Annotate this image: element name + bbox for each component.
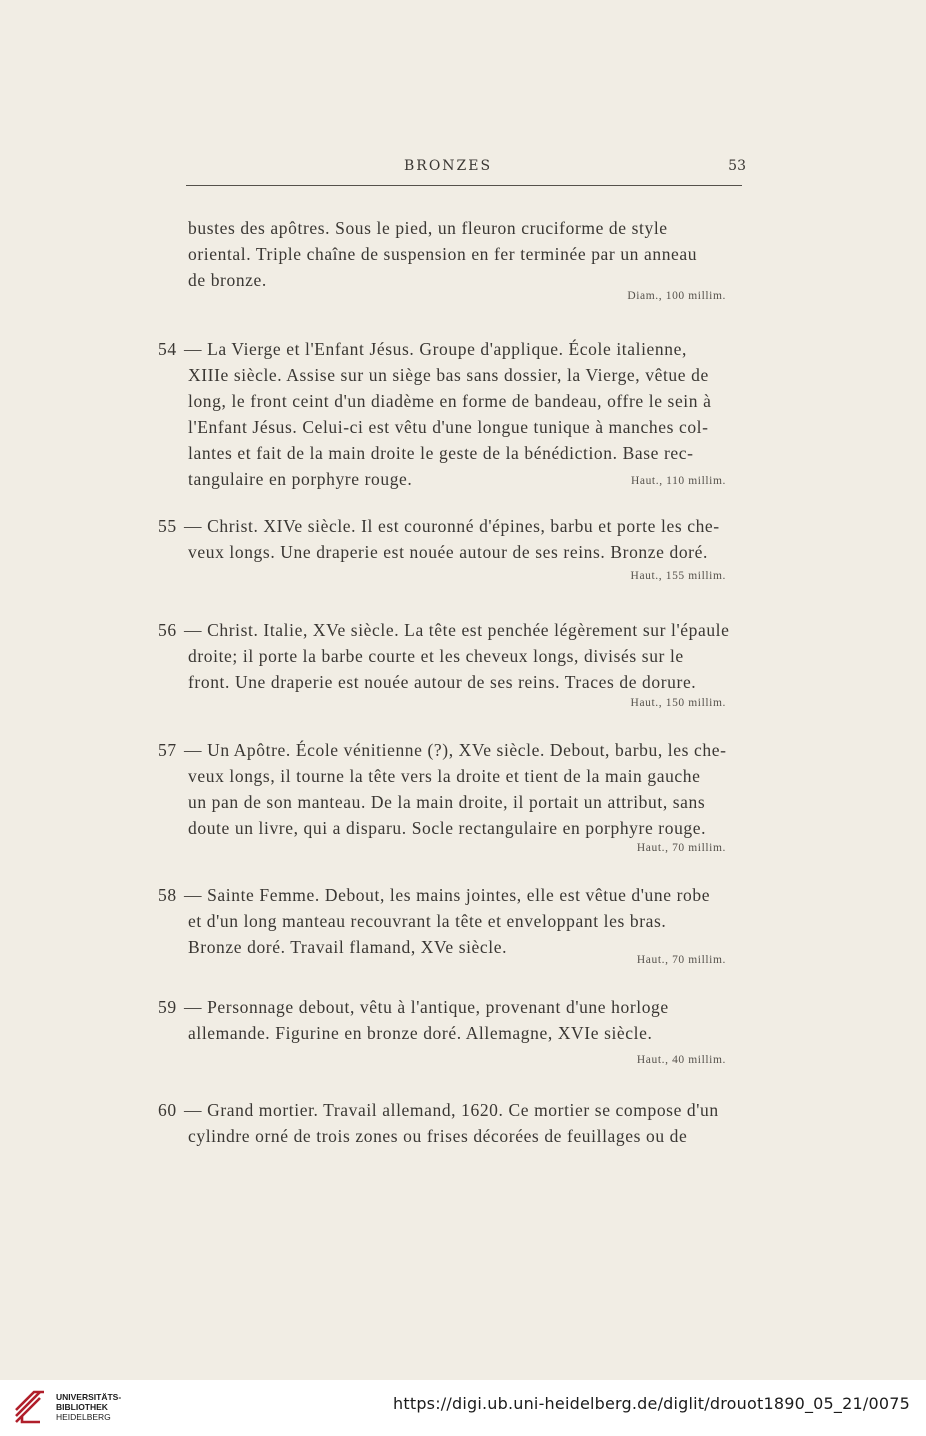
entry-line: lantes et fait de la main droite le geste de la bénédiction. Base rec-	[188, 443, 694, 463]
entry-number: 56	[158, 620, 177, 640]
entry-line: veux longs. Une draperie est nouée autour de ses reins. Bronze doré.	[188, 542, 708, 562]
entry-line: l'Enfant Jésus. Celui-ci est vêtu d'une longue tunique à manches col-	[188, 417, 709, 437]
source-url-link[interactable]: https://digi.ub.uni-heidelberg.de/diglit/drouot1890_05_21/0075	[393, 1394, 910, 1413]
entry-number: 57	[158, 740, 177, 760]
page-title: BRONZES	[404, 158, 493, 174]
entry-line: long, le front ceint d'un diadème en forme de bandeau, offre le sein à	[188, 391, 712, 411]
entry-number: 55	[158, 516, 177, 536]
entry-line: — Christ. XIVe siècle. Il est couronné d'épines, barbu et porte les che-	[184, 516, 720, 536]
entry-line: et d'un long manteau recouvrant la tête et enveloppant les bras.	[188, 911, 667, 931]
catalog-entry-58	[158, 882, 750, 960]
digitization-footer	[0, 1380, 926, 1436]
entry-measure: Haut., 40 millim.	[636, 1054, 726, 1066]
entry-measure: Haut., 70 millim.	[636, 954, 726, 966]
entry-line: tangulaire en porphyre rouge.	[188, 469, 413, 489]
entry-measure: Haut., 70 millim.	[636, 842, 726, 854]
entry-line: allemande. Figurine en bronze doré. Allemagne, XVIe siècle.	[188, 1023, 653, 1043]
entry-line: — Grand mortier. Travail allemand, 1620. Ce mortier se compose d'un	[184, 1100, 719, 1120]
catalog-entry-55	[158, 513, 750, 565]
entry-number: 60	[158, 1100, 177, 1120]
header-rule	[186, 185, 742, 186]
entry-continuation	[188, 215, 750, 293]
entry-line: — Un Apôtre. École vénitienne (?), XVe siècle. Debout, barbu, les che-	[184, 740, 727, 760]
library-logo-icon	[10, 1386, 50, 1426]
entry-line: cylindre orné de trois zones ou frises décorées de feuillages ou de	[188, 1126, 688, 1146]
catalog-entry-57	[158, 737, 750, 841]
entry-number: 54	[158, 339, 177, 359]
entry-line: un pan de son manteau. De la main droite, il portait un attribut, sans	[188, 792, 706, 812]
entry-line: — Personnage debout, vêtu à l'antique, provenant d'une horloge	[184, 997, 669, 1017]
library-line: HEIDELBERG	[56, 1412, 111, 1422]
entry-line: XIIIe siècle. Assise sur un siège bas sans dossier, la Vierge, vêtue de	[188, 365, 709, 385]
entry-line: — Christ. Italie, XVe siècle. La tête est penchée légèrement sur l'épaule	[184, 620, 730, 640]
entry-line: bustes des apôtres. Sous le pied, un fleuron cruciforme de style	[188, 218, 668, 238]
entry-line: front. Une draperie est nouée autour de ses reins. Traces de dorure.	[188, 672, 697, 692]
catalog-entry-56	[158, 617, 750, 695]
page-number: 53	[728, 158, 746, 174]
entry-number: 58	[158, 885, 177, 905]
catalog-entry-60	[158, 1097, 750, 1149]
entry-line: doute un livre, qui a disparu. Socle rectangulaire en porphyre rouge.	[188, 818, 707, 838]
entry-line: de bronze.	[188, 270, 267, 290]
entry-measure: Haut., 110 millim.	[630, 475, 726, 487]
entry-measure: Haut., 155 millim.	[630, 570, 726, 582]
entry-line: veux longs, il tourne la tête vers la droite et tient de la main gauche	[188, 766, 701, 786]
entry-measure: Diam., 100 millim.	[627, 290, 726, 302]
entry-line: — Sainte Femme. Debout, les mains jointes, elle est vêtue d'une robe	[184, 885, 711, 905]
entry-line: — La Vierge et l'Enfant Jésus. Groupe d'applique. École italienne,	[184, 339, 687, 359]
entry-line: droite; il porte la barbe courte et les cheveux longs, divisés sur le	[188, 646, 684, 666]
catalog-entry-54	[158, 336, 750, 492]
entry-line: oriental. Triple chaîne de suspension en fer terminée par un anneau	[188, 244, 698, 264]
entry-number: 59	[158, 997, 177, 1017]
entry-measure: Haut., 150 millim.	[630, 697, 726, 709]
library-line: BIBLIOTHEK	[56, 1402, 108, 1412]
catalog-entry-59	[158, 994, 750, 1046]
library-name	[56, 1392, 121, 1422]
entry-line: Bronze doré. Travail flamand, XVe siècle.	[188, 937, 508, 957]
library-line: UNIVERSITÄTS-	[56, 1392, 122, 1402]
